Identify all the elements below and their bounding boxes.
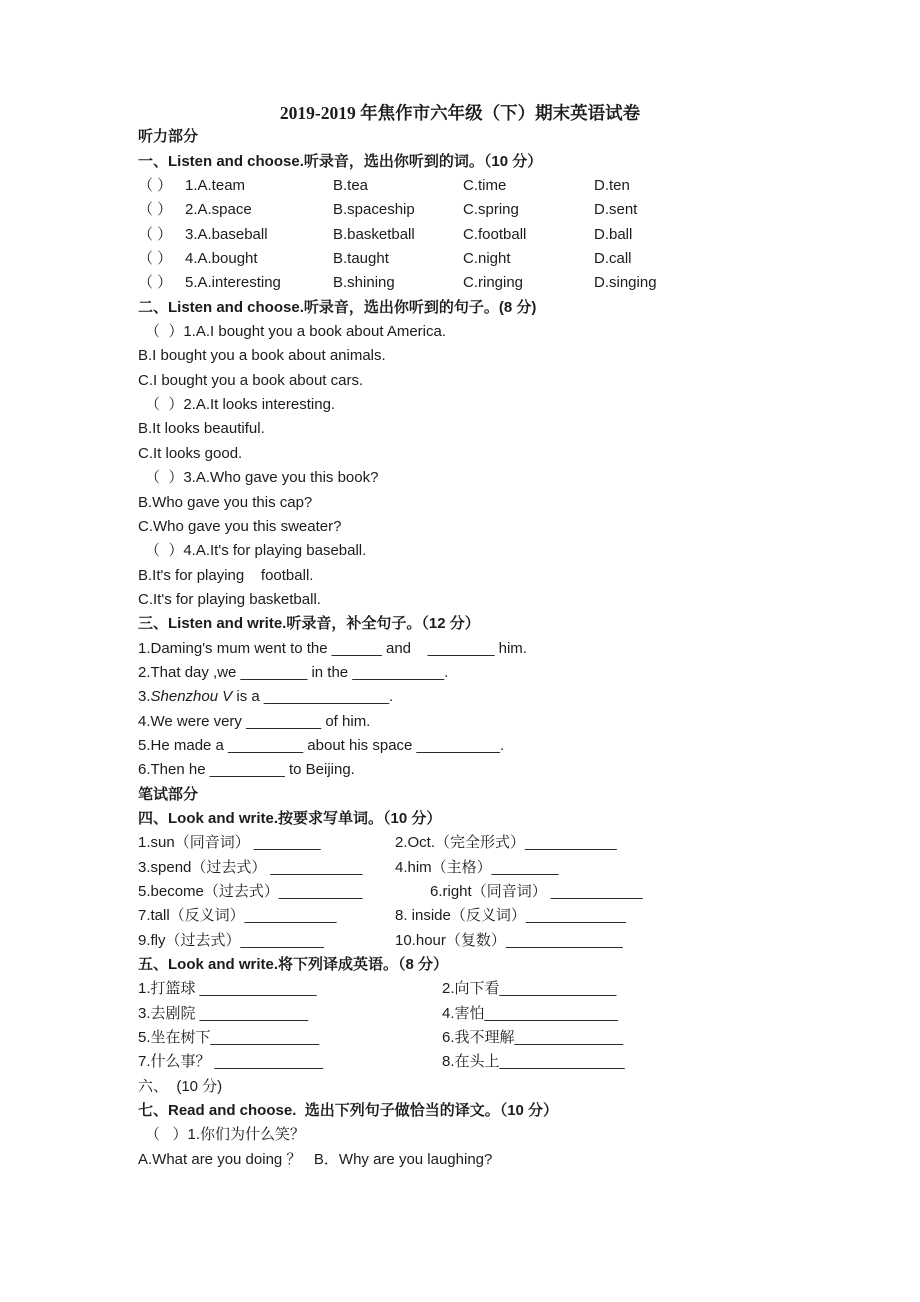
option-a: 3.A.baseball — [185, 225, 268, 243]
part7-heading: 七、Read and choose. 选出下列句子做恰当的译文。（10 分） — [138, 1102, 559, 1120]
part1-row-2 — [0, 198, 920, 222]
part1-row-3 — [0, 223, 920, 247]
phrase-item-right: 8.在头上_______________ — [442, 1053, 625, 1071]
option-a: 1.A.team — [185, 177, 246, 195]
option-c: C.ringing — [463, 274, 524, 292]
part3-sentence-4: 4.We were very _________ of him. — [138, 712, 371, 730]
word-item-left: 7.tall（反义词）___________ — [138, 907, 337, 925]
part3-sentence-3 — [0, 685, 920, 709]
option-b: B.basketball — [333, 225, 415, 243]
phrase-item-right: 2.向下看______________ — [442, 980, 617, 998]
option-a: 4.A.bought — [185, 250, 258, 268]
word-item-right: 2.Oct.（完全形式）___________ — [395, 834, 617, 852]
phrase-item-right: 4.害怕________________ — [442, 1004, 618, 1022]
word-item-right: 6.right（同音词） ___________ — [430, 883, 643, 900]
shenzhou-italic-text: Shenzhou V — [150, 688, 233, 706]
answer-bracket: （ ） — [138, 201, 173, 219]
part2-q1-option-c: C.I bought you a book about cars. — [138, 371, 364, 389]
part2-q2-option-b: B.It looks beautiful. — [138, 420, 265, 438]
option-d: D.singing — [594, 274, 657, 292]
written-section-label: 笔试部分 — [138, 785, 199, 803]
phrase-item-left: 1.打篮球 ______________ — [138, 980, 317, 998]
option-d: D.call — [594, 250, 632, 268]
part4-row-4 — [0, 904, 920, 928]
part4-row-3 — [0, 880, 920, 904]
sentence-rest: is a _______________. — [232, 688, 394, 706]
answer-bracket: （ ） — [138, 250, 173, 268]
part2-q3-option-a: （ ）3.A.Who gave you this book? — [145, 469, 379, 487]
option-b: B.tea — [333, 177, 369, 195]
word-item-left: 1.sun（同音词） ________ — [138, 834, 321, 852]
part2-q1-option-a: （ ）1.A.I bought you a book about America. — [145, 323, 447, 341]
part2-q4-option-a: （ ）4.A.It's for playing baseball. — [145, 542, 367, 560]
part3-sentence-1: 1.Daming's mum went to the ______ and ________ him. — [138, 639, 527, 657]
word-item-right: 10.hour（复数）______________ — [395, 931, 623, 949]
part1-row-5 — [0, 271, 920, 295]
word-item-left: 9.fly（过去式）__________ — [138, 931, 324, 949]
option-b: B.taught — [333, 250, 389, 268]
part4-row-2 — [0, 856, 920, 880]
part2-q3-option-c: C.Who gave you this sweater? — [138, 517, 342, 535]
part3-sentence-5: 5.He made a _________ about his space __________. — [138, 736, 505, 754]
part1-row-1 — [0, 174, 920, 198]
part5-row-2 — [0, 1002, 920, 1026]
exam-title: 2019-2019 年焦作市六年级（下）期末英语试卷 — [279, 103, 641, 123]
part5-row-4 — [0, 1050, 920, 1074]
part3-heading: 三、Listen and write.听录音，补全句子。（12 分） — [138, 615, 480, 633]
part5-heading: 五、Look and write.将下列译成英语。（8 分） — [138, 956, 449, 974]
option-d: D.ball — [594, 225, 633, 243]
part3-sentence-2: 2.That day ,we ________ in the ___________. — [138, 663, 449, 681]
option-d: D.ten — [594, 177, 630, 195]
part5-row-3 — [0, 1026, 920, 1050]
answer-bracket: （ ） — [138, 225, 173, 243]
option-c: C.time — [463, 177, 507, 195]
option-d: D.sent — [594, 201, 638, 219]
part4-row-5 — [0, 929, 920, 953]
phrase-item-right: 6.我不理解_____________ — [442, 1029, 623, 1047]
word-item-right: 4.him（主格）________ — [395, 858, 559, 876]
option-b: B.spaceship — [333, 201, 415, 219]
part2-q2-option-a: （ ）2.A.It looks interesting. — [145, 396, 336, 414]
part2-q1-option-b: B.I bought you a book about animals. — [138, 347, 386, 365]
part2-q2-option-c: C.It looks good. — [138, 444, 243, 462]
part2-heading: 二、Listen and choose.听录音，选出你听到的句子。(8 分) — [138, 298, 537, 316]
word-item-left: 3.spend（过去式） ___________ — [138, 858, 363, 876]
part7-q1-options: A.What are you doing ？ B．Why are you laughing? — [138, 1150, 493, 1168]
part4-row-1 — [0, 831, 920, 855]
answer-bracket: （ ） — [138, 177, 173, 195]
option-a: 2.A.space — [185, 201, 252, 219]
part5-row-1 — [0, 977, 920, 1001]
option-a: 5.A.interesting — [185, 274, 281, 292]
phrase-item-left: 5.坐在树下_____________ — [138, 1029, 319, 1047]
answer-bracket: （ ） — [138, 274, 173, 292]
part1-row-4 — [0, 247, 920, 271]
part7-q1-text: （ ）1.你们为什么笑？ — [145, 1126, 306, 1144]
part6-heading: 六、 (10 分) — [138, 1077, 223, 1095]
option-c: C.spring — [463, 201, 519, 219]
part3-sentence-6: 6.Then he _________ to Beijing. — [138, 761, 355, 779]
phrase-item-left: 3.去剧院 _____________ — [138, 1004, 309, 1022]
sentence-number: 3. — [138, 688, 151, 706]
word-item-right: 8. inside（反义词）____________ — [395, 907, 626, 925]
listening-section-label: 听力部分 — [138, 128, 199, 146]
part2-q4-option-b: B.It's for playing football. — [138, 566, 314, 584]
word-item-left: 5.become（过去式）__________ — [138, 883, 363, 900]
part2-q3-option-b: B.Who gave you this cap? — [138, 493, 313, 511]
option-c: C.night — [463, 250, 511, 268]
phrase-item-left: 7.什么事？ _____________ — [138, 1053, 324, 1071]
option-c: C.football — [463, 225, 527, 243]
part2-q4-option-c: C.It's for playing basketball. — [138, 590, 321, 608]
option-b: B.shining — [333, 274, 395, 292]
part1-heading: 一、Listen and choose.听录音，选出你听到的词。（10 分） — [138, 152, 543, 170]
part4-heading: 四、Look and write.按要求写单词。（10 分） — [138, 809, 442, 827]
